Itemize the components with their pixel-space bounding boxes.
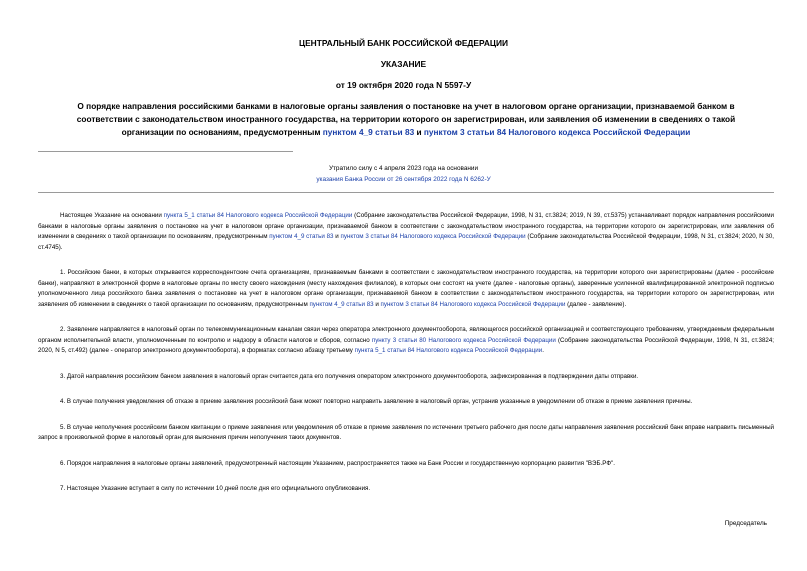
intro-paragraph: Настоящее Указание на основании пункта 5_1 статьи 84 Налогового кодекса Российской Федерации (Собрание законодательства Российской Федерации, 1998, N 31, ст.3824; 2019, N 39, ст.5375) устанавливает порядок направления российскими банками в налоговые органы заявления о постановке на учет в налоговом органе организации, признаваемой банком в соответствии с законодательством иностранного государства, на территории которого он зарегистрирован, или заявления об изменении в сведениях о такой организации по основаниям, предусмотренным пунктом 4_9 статьи 83 и пунктом 3 статьи 84 Налогового кодекса Российской Федерации (Собрание законодательства Российской Федерации, 1998, N 31, ст.3824; 2020, N 30, ст.4745). xyxy=(38,212,774,251)
p1-link-article-84[interactable]: пунктом 3 статьи 84 Налогового кодекса Российской Федерации xyxy=(380,300,566,308)
paragraph-4: 4. В случае получения уведомления об отказе в приеме заявления российский банк может повторно направить заявление в налоговый орган, устранив указанные в уведомлении об отказе в приеме заявления причины. xyxy=(60,398,693,405)
paragraph-5: 5. В случае неполучения российским банком квитанции о приеме заявления или уведомления об отказе в приеме заявления по истечении третьего рабочего дня после даты направления заявления российский банк вправе направить письменный запрос в произвольной форме в налоговый орган для выяснения причин неполучения таких документов. xyxy=(38,423,774,441)
signature-title: Председатель xyxy=(724,520,767,527)
status-link-repeal-order[interactable]: указания Банка России от 26 сентября 2022 года N 6262-У xyxy=(316,176,491,183)
status-line: Утратило силу с 4 апреля 2023 года на основании xyxy=(328,165,479,172)
title-and: и xyxy=(414,127,424,137)
short-divider xyxy=(38,151,293,152)
intro-link-article-84-p5-1[interactable]: пункта 5_1 статьи 84 Налогового кодекса Российской Федерации xyxy=(163,212,353,219)
paragraph-2: 2. Заявление направляется в налоговый орган по телекоммуникационным каналам связи через оператора электронного документооборота, являющегося российской организацией и соответствующего требованиям, утверждаемым федеральным органом исполнительной власти, уполномоченным по контролю и надзору в области налогов и сборов, согласно пункту 3 статьи 80 Налогового кодекса Российской Федерации (Собрание законодательства Российской Федерации, 1998, N 31, ст.3824; 2020, N 5, ст.492) (далее - оператор электронного документооборота), в форматах согласно абзацу третьему пункта 5_1 статьи 84 Налогового кодекса Российской Федерации. xyxy=(38,326,774,354)
paragraph-1: 1. Российские банки, в которых открывается корреспондентские счета организациям, признаваемым банками в соответствии с законодательством иностранного государства, на территории которого они зарегистрированы (далее - российские банки), направляют в электронной форме в налоговые органы по месту своего нахождения (месту нахождения филиалов), в которых они состоят на учете (далее - налоговые органы), заверенные усиленной квалифицированной электронной подписью уполномоченного лица российского банка заявления о постановке на учет в налоговом органе организации, признаваемой банком в соответствии с законодательством иностранного государства, на территории которого он зарегистрирован, или заявления об изменении в сведениях о такой организации по основаниям, предусмотренным пунктом 4_9 статьи 83 и пунктом 3 статьи 84 Налогового кодекса Российской Федерации (далее - заявление). xyxy=(38,269,774,308)
document-date-number: от 19 октября 2020 года N 5597-У xyxy=(335,80,472,90)
title-text: О порядке направления российскими банками в налоговые органы заявления о постановке на учет в налоговом органе организации, признаваемой банком в соответствии с законодательством иностранного государства, на территории которого он зарегистрирован, или заявления об изменении в сведениях о такой организации по основаниям, предусмотренным xyxy=(76,101,736,137)
title-link-article-84[interactable]: пунктом 3 статьи 84 Налогового кодекса Российской Федерации xyxy=(423,127,691,137)
document-type-heading: УКАЗАНИЕ xyxy=(380,59,427,69)
p1-link-article-83[interactable]: пунктом 4_9 статьи 83 xyxy=(309,300,374,308)
document-body xyxy=(38,211,774,495)
paragraph-6: 6. Порядок направления в налоговые органы заявлений, предусмотренный настоящим Указанием, распространяется также на Банк России и государственную корпорацию развития "ВЭБ.РФ". xyxy=(60,459,615,467)
paragraph-3: 3. Датой направления российским банком заявления в налоговый орган считается дата его получения оператором электронного документооборота, зафиксированная в подтверждении даты отправки. xyxy=(60,372,639,380)
paragraph-7: 7. Настоящее Указание вступает в силу по истечении 10 дней после дня его официального опубликования. xyxy=(60,485,371,492)
intro-link-article-84-p3[interactable]: пунктом 3 статьи 84 Налогового кодекса Российской Федерации xyxy=(340,233,526,240)
full-divider xyxy=(38,192,774,193)
p2-link-article-80[interactable]: пункту 3 статьи 80 Налогового кодекса Российской Федерации xyxy=(371,336,556,344)
document-title xyxy=(56,100,756,139)
title-link-article-83[interactable]: пунктом 4_9 статьи 83 xyxy=(322,127,415,137)
p2-link-article-84-p5-1[interactable]: пункта 5_1 статьи 84 Налогового кодекса Российской Федерации xyxy=(354,347,543,354)
intro-link-article-83[interactable]: пунктом 4_9 статьи 83 xyxy=(269,233,334,240)
status-note xyxy=(250,163,557,185)
issuer-heading: ЦЕНТРАЛЬНЫЙ БАНК РОССИЙСКОЙ ФЕДЕРАЦИИ xyxy=(298,38,509,48)
